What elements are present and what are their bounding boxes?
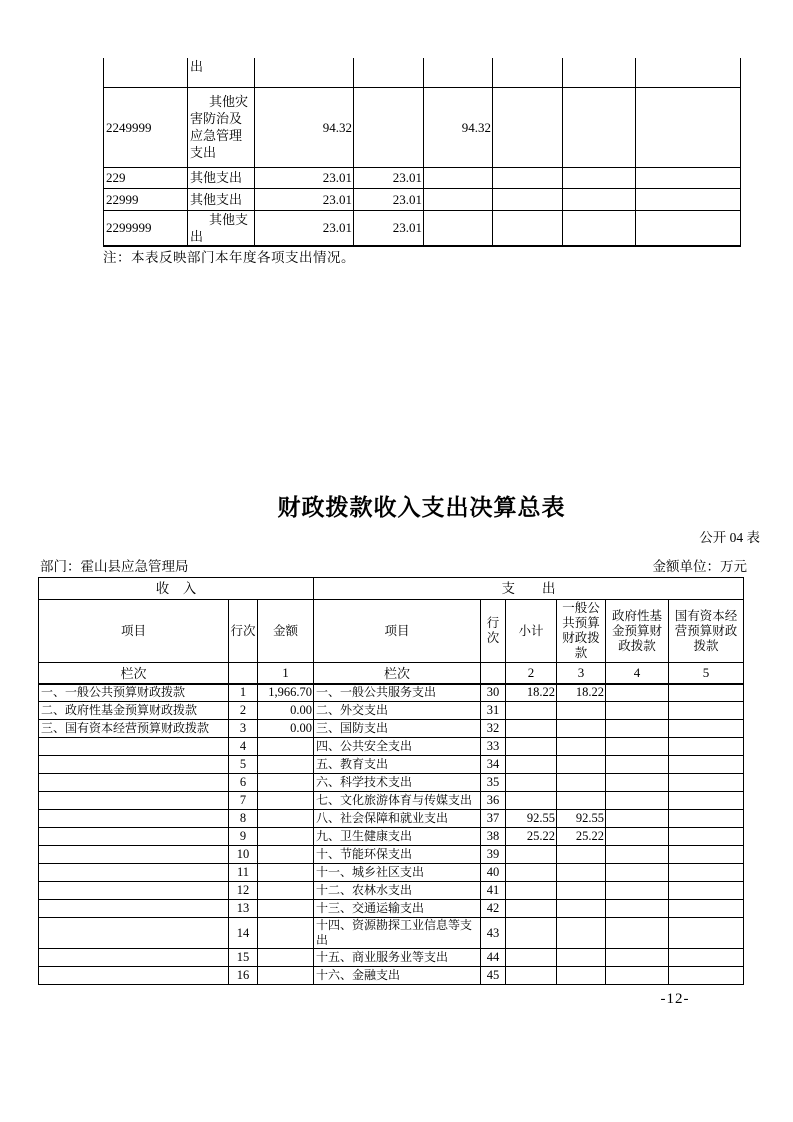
amount-cell [493, 210, 563, 246]
income-item-cell [39, 846, 229, 864]
exp-item-cell: 五、教育支出 [314, 756, 481, 774]
income-item-cell [39, 882, 229, 900]
exp-item-cell: 六、科学技术支出 [314, 774, 481, 792]
exp-gov-fund-cell [606, 774, 669, 792]
exp-state-capital-cell [669, 720, 744, 738]
amount-cell [354, 58, 424, 87]
exp-gov-fund-cell [606, 702, 669, 720]
prev-table-row [104, 87, 741, 167]
exp-gov-fund-cell [606, 949, 669, 967]
prev-table-row [104, 167, 741, 188]
income-line-no-cell: 5 [229, 756, 258, 774]
income-amount-cell [258, 918, 314, 949]
exp-general-budget-cell [557, 792, 606, 810]
amount-cell [493, 87, 563, 167]
exp-item-cell: 二、外交支出 [314, 702, 481, 720]
summary-row [39, 684, 744, 702]
income-amount-cell [258, 828, 314, 846]
prev-expenditure-table-body [104, 58, 741, 246]
subject-name-cell: 其他支出 [188, 188, 255, 210]
summary-row [39, 810, 744, 828]
exp-general-budget-header: 一般公共预算财政拨款 [557, 600, 606, 663]
subject-code-cell: 229 [104, 167, 188, 188]
exp-state-capital-cell [669, 967, 744, 985]
income-line-no-cell: 7 [229, 792, 258, 810]
income-amount-cell [258, 949, 314, 967]
exp-gov-fund-cell [606, 828, 669, 846]
exp-subtotal-cell: 25.22 [506, 828, 557, 846]
exp-subtotal-header: 小计 [506, 600, 557, 663]
exp-line-no-cell: 45 [481, 967, 506, 985]
exp-gov-fund-cell [606, 684, 669, 702]
subject-code-cell: 2299999 [104, 210, 188, 246]
exp-subtotal-cell [506, 864, 557, 882]
amount-cell: 23.01 [255, 210, 354, 246]
summary-row [39, 846, 744, 864]
exp-gov-fund-cell [606, 846, 669, 864]
income-line-no-cell: 11 [229, 864, 258, 882]
unit-label: 金额单位：万元 [652, 559, 747, 574]
income-item-cell [39, 900, 229, 918]
page-number: -12- [660, 991, 690, 1007]
exp-line-no-cell: 32 [481, 720, 506, 738]
summary-row [39, 864, 744, 882]
income-line-no-cell: 10 [229, 846, 258, 864]
exp-subtotal-cell [506, 756, 557, 774]
income-line-no-cell: 2 [229, 702, 258, 720]
exp-general-budget-cell [557, 738, 606, 756]
exp-state-capital-cell [669, 810, 744, 828]
exp-item-cell: 九、卫生健康支出 [314, 828, 481, 846]
exp-state-capital-cell [669, 792, 744, 810]
amount-cell [563, 167, 636, 188]
exp-state-capital-cell [669, 949, 744, 967]
expenditure-section-header: 支 出 [314, 578, 744, 600]
exp-gov-fund-cell [606, 756, 669, 774]
amount-cell [563, 58, 636, 87]
subject-name-cell: 其他灾害防治及应急管理支出 [188, 87, 255, 167]
exp-general-budget-cell [557, 864, 606, 882]
income-item-cell [39, 810, 229, 828]
summary-row [39, 918, 744, 949]
amount-cell: 23.01 [255, 167, 354, 188]
income-amount-cell: 0.00 [258, 702, 314, 720]
income-line-no-cell: 12 [229, 882, 258, 900]
table-note: 注：本表反映部门本年度各项支出情况。 [103, 250, 355, 265]
amount-cell [563, 87, 636, 167]
income-amount-cell [258, 774, 314, 792]
income-line-no-cell: 3 [229, 720, 258, 738]
exp-subtotal-cell [506, 949, 557, 967]
exp-line-no-header: 行次 [481, 600, 506, 663]
fiscal-summary-table [38, 577, 744, 985]
income-line-no-cell: 14 [229, 918, 258, 949]
exp-general-budget-cell [557, 756, 606, 774]
exp-item-cell: 八、社会保障和就业支出 [314, 810, 481, 828]
column-header-row [39, 600, 744, 663]
income-amount-cell [258, 900, 314, 918]
subject-name-cell: 出 [188, 58, 255, 87]
income-item-cell [39, 864, 229, 882]
amount-cell [424, 210, 493, 246]
column-index-row [39, 663, 744, 684]
exp-subtotal-cell [506, 720, 557, 738]
income-line-no-cell: 16 [229, 967, 258, 985]
prev-table-row [104, 210, 741, 246]
exp-subtotal-cell [506, 882, 557, 900]
exp-line-no-cell: 35 [481, 774, 506, 792]
exp-gov-fund-cell [606, 738, 669, 756]
fiscal-summary-table-body [39, 684, 744, 985]
exp-subtotal-cell: 92.55 [506, 810, 557, 828]
subject-code-cell [104, 58, 188, 87]
amount-cell: 23.01 [255, 188, 354, 210]
exp-lanci-label: 栏次 [314, 663, 481, 684]
summary-row [39, 756, 744, 774]
exp-general-budget-cell: 18.22 [557, 684, 606, 702]
exp-line-no-cell: 37 [481, 810, 506, 828]
exp-general-budget-cell: 92.55 [557, 810, 606, 828]
income-item-cell [39, 774, 229, 792]
exp-state-capital-cell [669, 828, 744, 846]
summary-row [39, 720, 744, 738]
exp-state-capital-cell [669, 702, 744, 720]
income-item-header: 项目 [39, 600, 229, 663]
exp-state-capital-cell [669, 684, 744, 702]
exp-subtotal-cell [506, 967, 557, 985]
prev-table-row [104, 58, 741, 87]
exp-line-index-cell [481, 663, 506, 684]
summary-row [39, 949, 744, 967]
income-line-no-header: 行次 [229, 600, 258, 663]
exp-subtotal-cell [506, 846, 557, 864]
income-item-cell: 三、国有资本经营预算财政拨款 [39, 720, 229, 738]
exp-general-budget-cell [557, 967, 606, 985]
amount-cell: 94.32 [424, 87, 493, 167]
table-code-label: 公开 04 表 [699, 530, 760, 545]
exp-line-no-cell: 41 [481, 882, 506, 900]
exp-item-cell: 三、国防支出 [314, 720, 481, 738]
exp-line-no-cell: 42 [481, 900, 506, 918]
amount-cell [255, 58, 354, 87]
exp-gov-fund-cell [606, 900, 669, 918]
summary-row [39, 967, 744, 985]
subject-code-cell: 2249999 [104, 87, 188, 167]
exp-item-cell: 一、一般公共服务支出 [314, 684, 481, 702]
amount-cell [493, 58, 563, 87]
exp-subtotal-index: 2 [506, 663, 557, 684]
income-item-cell [39, 738, 229, 756]
income-amount-cell [258, 738, 314, 756]
exp-subtotal-cell [506, 900, 557, 918]
amount-cell [636, 167, 741, 188]
exp-state-capital-cell [669, 738, 744, 756]
income-section-header: 收 入 [39, 578, 314, 600]
summary-row [39, 900, 744, 918]
exp-general-index: 3 [557, 663, 606, 684]
exp-gov-fund-cell [606, 918, 669, 949]
exp-subtotal-cell [506, 774, 557, 792]
income-item-cell [39, 967, 229, 985]
exp-subtotal-cell [506, 792, 557, 810]
amount-cell [493, 188, 563, 210]
exp-subtotal-cell [506, 738, 557, 756]
income-item-cell [39, 792, 229, 810]
exp-state-capital-index: 5 [669, 663, 744, 684]
amount-cell [636, 188, 741, 210]
amount-cell [636, 87, 741, 167]
exp-line-no-cell: 36 [481, 792, 506, 810]
subject-name-cell: 其他支出 [188, 210, 255, 246]
income-item-cell [39, 828, 229, 846]
amount-cell [563, 188, 636, 210]
amount-cell: 23.01 [354, 210, 424, 246]
income-amount-index: 1 [258, 663, 314, 684]
exp-line-no-cell: 34 [481, 756, 506, 774]
amount-cell: 23.01 [354, 167, 424, 188]
exp-general-budget-cell [557, 720, 606, 738]
exp-state-capital-cell [669, 774, 744, 792]
income-item-cell: 二、政府性基金预算财政拨款 [39, 702, 229, 720]
exp-state-capital-cell [669, 864, 744, 882]
income-amount-cell [258, 967, 314, 985]
prev-table-row [104, 188, 741, 210]
income-item-cell [39, 949, 229, 967]
subject-code-cell: 22999 [104, 188, 188, 210]
exp-gov-fund-header: 政府性基金预算财政拨款 [606, 600, 669, 663]
income-line-no-cell: 6 [229, 774, 258, 792]
income-line-index-cell [229, 663, 258, 684]
exp-item-cell: 七、文化旅游体育与传媒支出 [314, 792, 481, 810]
amount-cell [424, 167, 493, 188]
summary-row [39, 774, 744, 792]
income-amount-cell [258, 756, 314, 774]
exp-state-capital-cell [669, 918, 744, 949]
income-line-no-cell: 13 [229, 900, 258, 918]
exp-gov-fund-cell [606, 864, 669, 882]
exp-state-capital-header: 国有资本经营预算财政拨款 [669, 600, 744, 663]
income-line-no-cell: 1 [229, 684, 258, 702]
amount-cell [354, 87, 424, 167]
exp-general-budget-cell: 25.22 [557, 828, 606, 846]
exp-state-capital-cell [669, 900, 744, 918]
exp-general-budget-cell [557, 882, 606, 900]
exp-state-capital-cell [669, 756, 744, 774]
exp-line-no-cell: 39 [481, 846, 506, 864]
income-amount-cell [258, 792, 314, 810]
page-title: 财政拨款收入支出决算总表 [277, 495, 566, 520]
exp-general-budget-cell [557, 846, 606, 864]
amount-cell [563, 210, 636, 246]
amount-cell [424, 188, 493, 210]
exp-gov-fund-cell [606, 882, 669, 900]
exp-line-no-cell: 31 [481, 702, 506, 720]
income-line-no-cell: 8 [229, 810, 258, 828]
exp-general-budget-cell [557, 702, 606, 720]
department-label: 部门：霍山县应急管理局 [40, 559, 189, 574]
income-amount-header: 金额 [258, 600, 314, 663]
income-amount-cell: 1,966.70 [258, 684, 314, 702]
exp-item-cell: 十二、农林水支出 [314, 882, 481, 900]
prev-expenditure-table [103, 58, 741, 247]
exp-general-budget-cell [557, 918, 606, 949]
income-line-no-cell: 9 [229, 828, 258, 846]
amount-cell: 23.01 [354, 188, 424, 210]
exp-item-cell: 十一、城乡社区支出 [314, 864, 481, 882]
subject-name-cell: 其他支出 [188, 167, 255, 188]
section-header-row [39, 578, 744, 600]
exp-subtotal-cell [506, 918, 557, 949]
amount-cell [493, 167, 563, 188]
exp-line-no-cell: 30 [481, 684, 506, 702]
amount-cell [636, 58, 741, 87]
exp-subtotal-cell: 18.22 [506, 684, 557, 702]
exp-item-cell: 十四、资源勘探工业信息等支出 [314, 918, 481, 949]
exp-line-no-cell: 33 [481, 738, 506, 756]
exp-subtotal-cell [506, 702, 557, 720]
exp-general-budget-cell [557, 949, 606, 967]
summary-row [39, 738, 744, 756]
amount-cell: 94.32 [255, 87, 354, 167]
income-amount-cell [258, 864, 314, 882]
exp-gov-fund-cell [606, 967, 669, 985]
exp-general-budget-cell [557, 900, 606, 918]
exp-line-no-cell: 38 [481, 828, 506, 846]
income-amount-cell [258, 846, 314, 864]
exp-state-capital-cell [669, 846, 744, 864]
exp-line-no-cell: 40 [481, 864, 506, 882]
summary-row [39, 882, 744, 900]
summary-row [39, 792, 744, 810]
amount-cell [636, 210, 741, 246]
income-item-cell: 一、一般公共预算财政拨款 [39, 684, 229, 702]
exp-item-cell: 十五、商业服务业等支出 [314, 949, 481, 967]
exp-state-capital-cell [669, 882, 744, 900]
income-line-no-cell: 4 [229, 738, 258, 756]
exp-item-cell: 十三、交通运输支出 [314, 900, 481, 918]
amount-cell [424, 58, 493, 87]
summary-row [39, 702, 744, 720]
exp-gov-fund-cell [606, 720, 669, 738]
income-item-cell [39, 918, 229, 949]
exp-gov-fund-index: 4 [606, 663, 669, 684]
income-item-cell [39, 756, 229, 774]
exp-general-budget-cell [557, 774, 606, 792]
exp-item-header: 项目 [314, 600, 481, 663]
income-amount-cell: 0.00 [258, 720, 314, 738]
exp-line-no-cell: 44 [481, 949, 506, 967]
exp-gov-fund-cell [606, 792, 669, 810]
exp-item-cell: 四、公共安全支出 [314, 738, 481, 756]
exp-gov-fund-cell [606, 810, 669, 828]
income-amount-cell [258, 810, 314, 828]
income-line-no-cell: 15 [229, 949, 258, 967]
exp-item-cell: 十六、金融支出 [314, 967, 481, 985]
exp-line-no-cell: 43 [481, 918, 506, 949]
exp-item-cell: 十、节能环保支出 [314, 846, 481, 864]
summary-row [39, 828, 744, 846]
income-amount-cell [258, 882, 314, 900]
income-lanci-label: 栏次 [39, 663, 229, 684]
